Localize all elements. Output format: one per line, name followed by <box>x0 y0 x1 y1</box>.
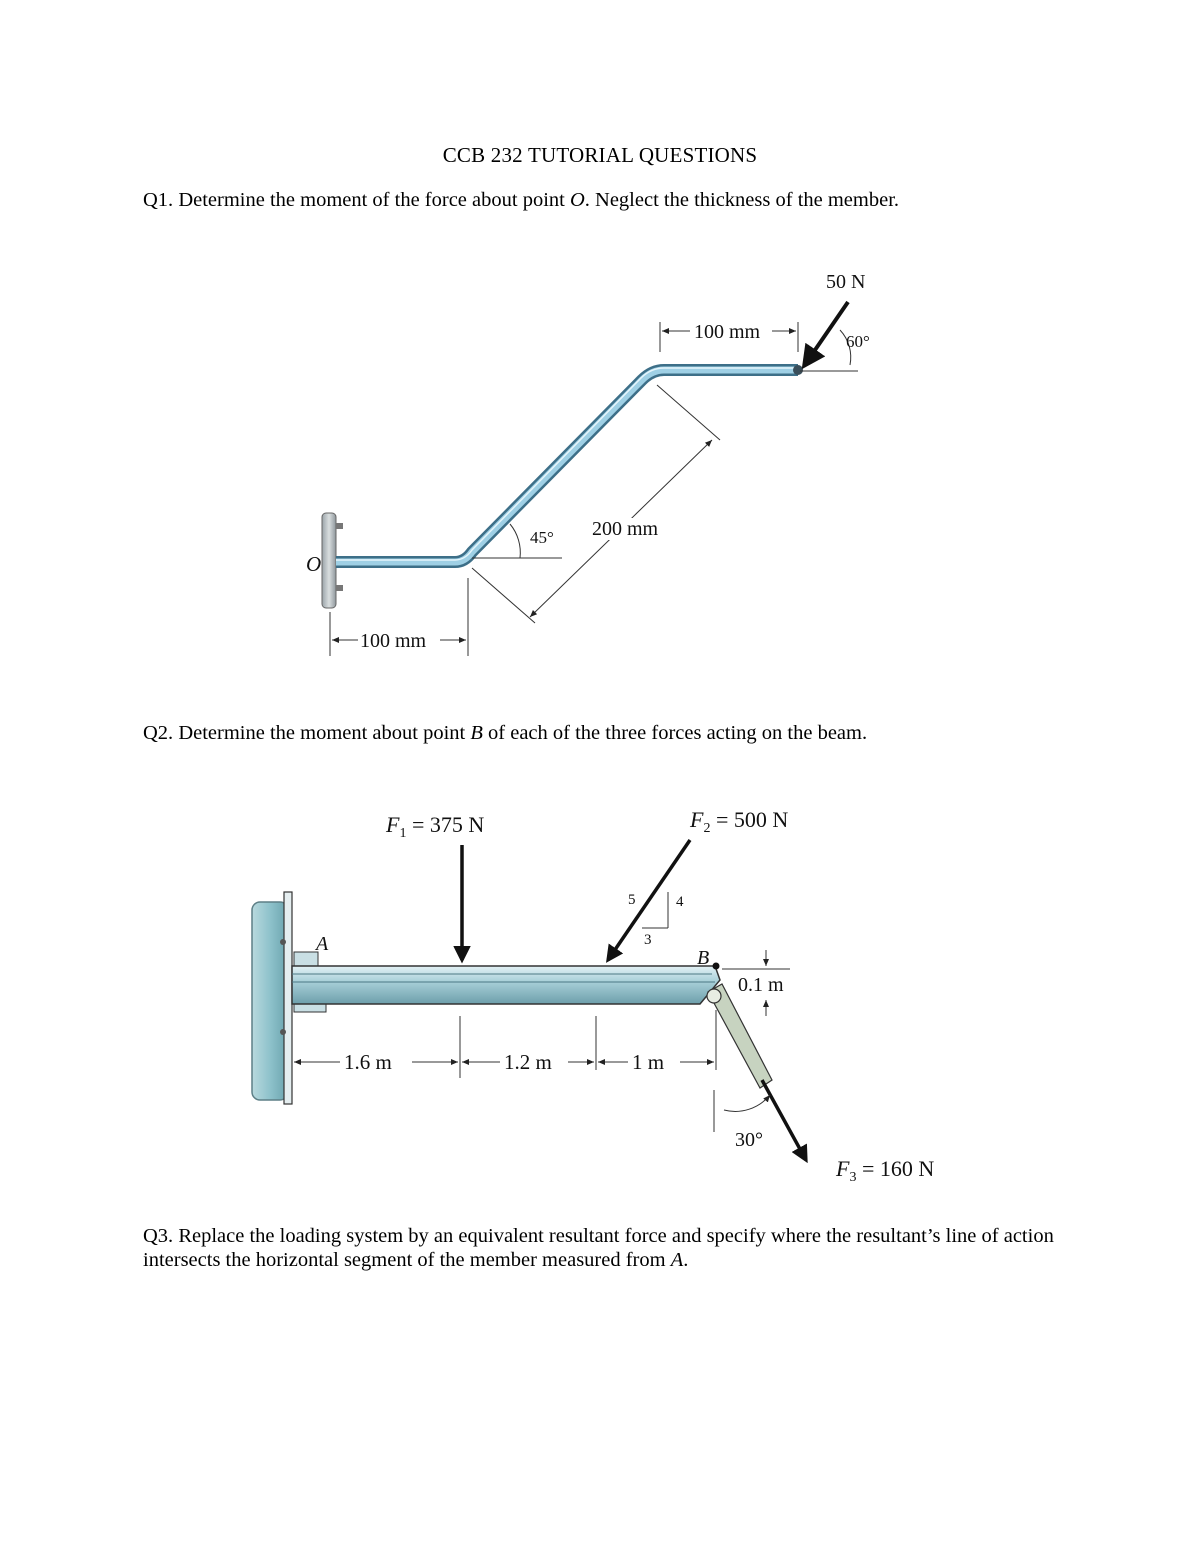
slope-5: 5 <box>628 892 636 908</box>
dim-bottom-label: 100 mm <box>360 630 427 652</box>
question-number: Q3. <box>143 1225 174 1247</box>
question-number: Q2. <box>143 722 174 744</box>
angle-30-label: 30° <box>735 1129 763 1151</box>
bolt <box>280 1029 286 1035</box>
question-text-end: of each of the three forces acting on the beam. <box>482 722 868 744</box>
point-o-label: O <box>306 552 322 576</box>
question-text: Determine the moment of the force about point <box>173 189 570 211</box>
question-number: Q1. <box>143 189 174 211</box>
point-a-label: A <box>316 933 329 955</box>
question-3 <box>143 1224 1073 1272</box>
angle-60-label: 60° <box>846 332 870 351</box>
f2-label: $F_2 = 500$ N <box>690 807 789 836</box>
question-text-end: . Neglect the thickness of the member. <box>584 189 900 211</box>
dim-diagonal-label: 200 mm <box>592 518 659 540</box>
angle-arc-30 <box>724 1095 770 1111</box>
dim-offset-label: 0.1 m <box>738 974 784 996</box>
f3-label: $F_3 = 160$ N <box>836 1156 935 1185</box>
bolt <box>280 939 286 945</box>
document-title: CCB 232 TUTORIAL QUESTIONS <box>442 143 758 167</box>
question-text: Replace the loading system by an equivalent resultant force and specify where the resultant’s line of action intersects the horizontal segment of the member measured from <box>143 1225 1054 1271</box>
dim-1-label: 1.6 m <box>344 1050 392 1074</box>
slope-4: 4 <box>676 894 684 910</box>
point-label: O <box>569 189 585 211</box>
f1-label: $F_1 = 375$ N <box>386 812 485 841</box>
beam <box>292 966 720 1004</box>
question-text: Determine the moment about point <box>173 722 471 744</box>
point-label: B <box>470 722 483 744</box>
point-b-dot <box>713 963 720 970</box>
point-label: A <box>670 1249 684 1271</box>
point-b-label: B <box>697 947 710 969</box>
question-text-end: . <box>683 1249 689 1271</box>
dim-top-label: 100 mm <box>694 321 761 343</box>
dim-3-label: 1 m <box>632 1050 665 1074</box>
slope-3: 3 <box>644 932 652 948</box>
wall-plate <box>284 892 292 1104</box>
f3-arrow <box>762 1080 806 1160</box>
force-label: 50 N <box>826 271 866 293</box>
dim-2-label: 1.2 m <box>504 1050 552 1074</box>
angle-45-label: 45° <box>530 528 554 547</box>
wall <box>252 902 288 1100</box>
